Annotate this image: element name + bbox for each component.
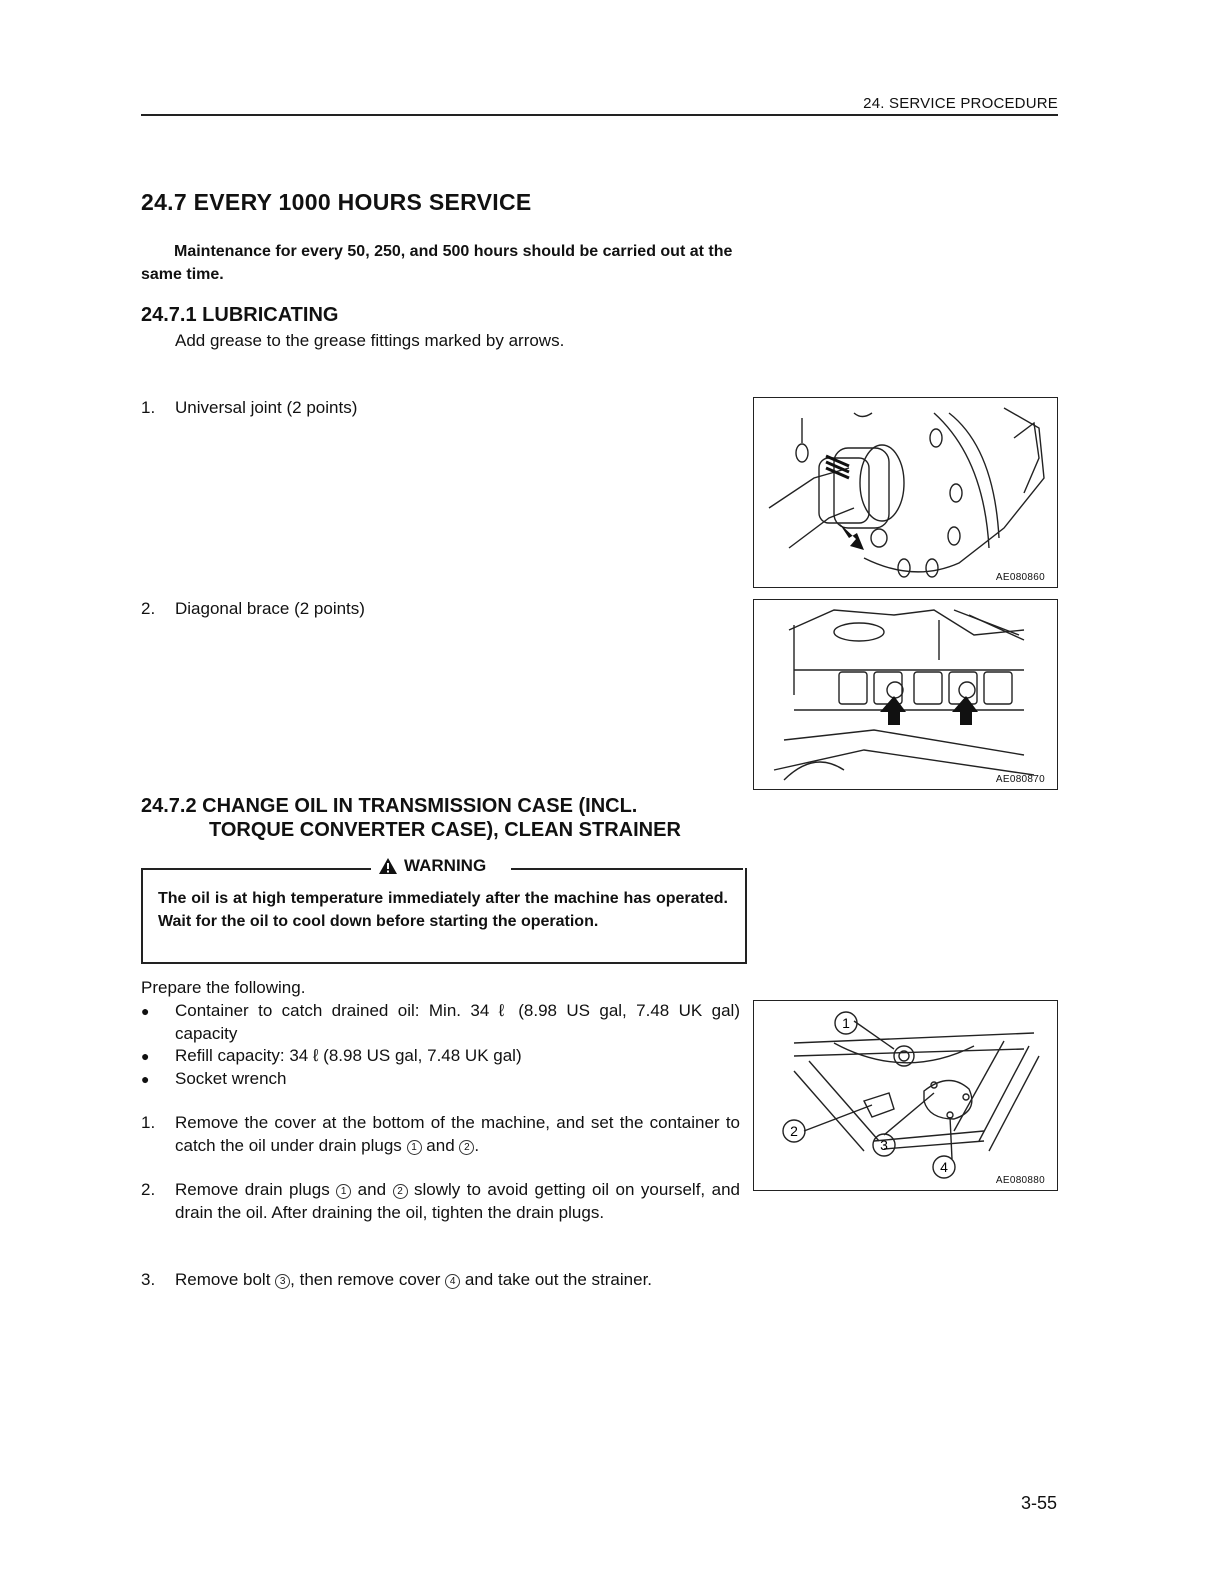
warning-label: WARNING [404, 856, 487, 875]
figure-universal-joint [753, 397, 1058, 588]
warning-top-rule [141, 868, 371, 870]
bullet-icon: ● [141, 1071, 150, 1087]
callout-icon: 1 [407, 1140, 422, 1155]
item-text: Universal joint (2 points) [175, 398, 358, 417]
warning-text: The oil is at high temperature immediately after the machine has operated. Wait for the oil to cool down before starting the operation. [158, 890, 728, 930]
lubricating-heading: 24.7.1 LUBRICATING [141, 304, 339, 326]
item-number: 1. [141, 398, 156, 417]
step-number: 2. [141, 1180, 156, 1199]
step-text: Remove drain plugs 1 and 2 slowly to avoid getting oil on yourself, and drain the oil. After draining the oil, tighten the drain plugs. [175, 1180, 740, 1222]
bullet-item [0, 1067, 760, 1090]
callout-icon: 2 [459, 1140, 474, 1155]
heading-line-1: 24.7.2 CHANGE OIL IN TRANSMISSION CASE (INCL. [141, 795, 638, 817]
step-text: Remove bolt 3 , then remove cover 4 and take out the strainer. [175, 1270, 653, 1289]
running-header: 24. SERVICE PROCEDURE [863, 95, 1058, 112]
universal-joint-drawing [754, 398, 1057, 587]
figure-code: AE080860 [995, 572, 1045, 583]
step-2 [0, 1178, 760, 1247]
step-number: 3. [141, 1270, 156, 1289]
prepare-intro: Prepare the following. [141, 978, 306, 997]
bullet-item [0, 1044, 760, 1067]
callout-4: 4 [940, 1159, 948, 1175]
header-rule [141, 114, 1058, 116]
step-number: 1. [141, 1113, 156, 1132]
bullet-icon: ● [141, 1003, 150, 1019]
maintenance-note: Maintenance for every 50, 250, and 500 hours should be carried out at the same time. [141, 243, 733, 283]
bullet-item [0, 999, 760, 1045]
bullet-text: Container to catch drained oil: Min. 34 ℓ (8.98 US gal, 7.48 UK gal) capacity [175, 1001, 740, 1043]
callout-icon: 4 [445, 1274, 460, 1289]
grease-arrow-icon [839, 523, 864, 550]
page-title: 24.7 EVERY 1000 HOURS SERVICE [141, 189, 532, 215]
item-text: Diagonal brace (2 points) [175, 599, 365, 618]
figure-code: AE080870 [995, 774, 1045, 785]
page-number: 3-55 [1021, 1493, 1058, 1513]
warning-triangle-icon [378, 857, 398, 875]
callout-2: 2 [790, 1123, 798, 1139]
grease-arrow-icon [952, 696, 978, 725]
step-3 [0, 1268, 760, 1291]
transmission-drain-drawing [754, 1001, 1057, 1190]
diagonal-brace-drawing [754, 600, 1057, 789]
warning-top-rule [511, 868, 743, 870]
item-number: 2. [141, 599, 156, 618]
callout-3: 3 [880, 1137, 888, 1153]
callout-icon: 1 [336, 1184, 351, 1199]
bullet-text: Refill capacity: 34 ℓ (8.98 US gal, 7.48 UK gal) [175, 1046, 522, 1065]
heading-line-2: TORQUE CONVERTER CASE), CLEAN STRAINER [209, 819, 681, 841]
figure-diagonal-brace [753, 599, 1058, 790]
bullet-icon: ● [141, 1048, 150, 1064]
step-1 [0, 1111, 760, 1157]
callout-icon: 2 [393, 1184, 408, 1199]
figure-transmission-drain [753, 1000, 1058, 1191]
change-oil-heading [141, 794, 681, 842]
lubricating-intro: Add grease to the grease fittings marked by arrows. [175, 331, 565, 350]
lubricating-item-2 [0, 597, 760, 621]
bullet-text: Socket wrench [175, 1069, 287, 1088]
callout-1: 1 [842, 1015, 850, 1031]
warning-title [378, 856, 486, 876]
lubricating-item-1 [0, 396, 760, 420]
callout-icon: 3 [275, 1274, 290, 1289]
step-text: Remove the cover at the bottom of the machine, and set the container to catch the oil under drain plugs 1 and 2 . [175, 1113, 740, 1155]
figure-code: AE080880 [995, 1175, 1045, 1186]
